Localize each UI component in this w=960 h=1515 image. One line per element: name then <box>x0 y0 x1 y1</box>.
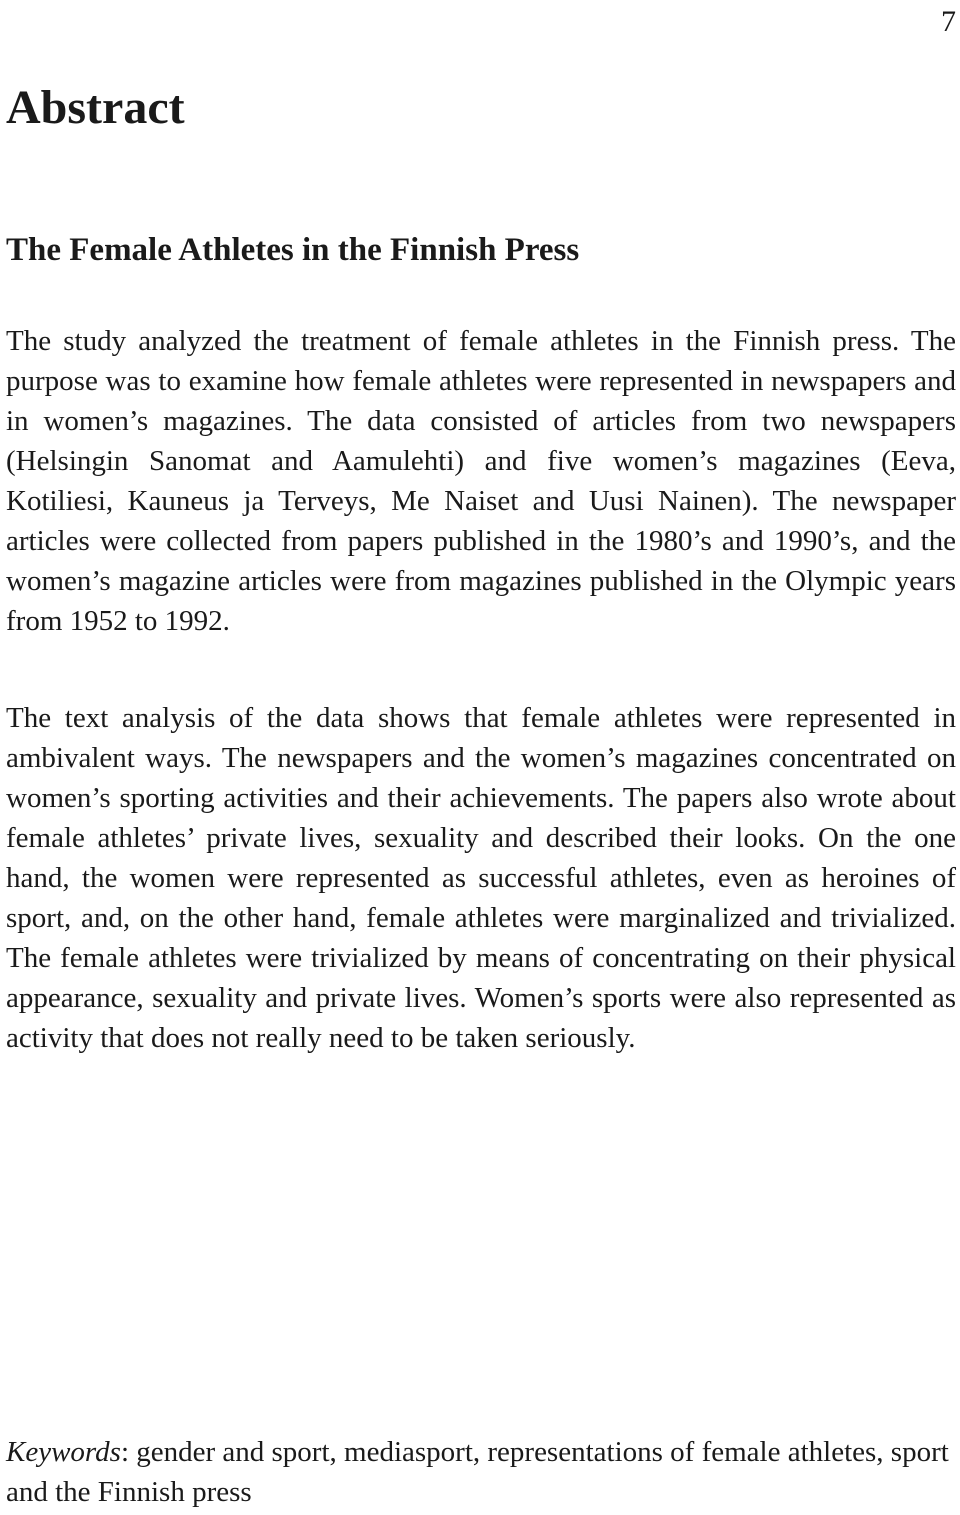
article-title: The Female Athletes in the Finnish Press <box>6 232 580 268</box>
abstract-heading: Abstract <box>6 81 185 134</box>
abstract-paragraph-2: The text analysis of the data shows that female athletes were represented in ambivalent ways. The newspapers and the women’s magazines concentrated on women’s sporting activities and their achievements. The papers also wrote about female athletes’ private lives, sexuality and described their looks. On the one hand, the women were represented as successful athletes, even as heroines of sport, and, on the other hand, female athletes were marginalized and trivialized. The female athletes were trivialized by means of concentrating on their physical appearance, sexuality and private lives. Women’s sports were also represented as activity that does not really need to be taken seriously. <box>6 702 956 1054</box>
keywords-separator: : <box>120 1436 137 1468</box>
keywords-line <box>6 1432 956 1512</box>
keywords-label: Keywords <box>6 1436 121 1468</box>
keywords-text: gender and sport, mediasport, representations of female athletes, sport and the Finnish press <box>6 1436 949 1508</box>
abstract-paragraph-1: The study analyzed the treatment of female athletes in the Finnish press. The purpose was to examine how female athletes were represented in newspapers and in women’s magazines. The data consisted of articles from two newspapers (Helsingin Sanomat and Aamulehti) and five women’s magazines (Eeva, Kotiliesi, Kauneus ja Terveys, Me Naiset and Uusi Nainen). The newspaper articles were collected from papers published in the 1980’s and 1990’s, and the women’s magazine articles were from magazines published in the Olympic years from 1952 to 1992. <box>6 325 956 637</box>
page-number: 7 <box>941 5 956 38</box>
